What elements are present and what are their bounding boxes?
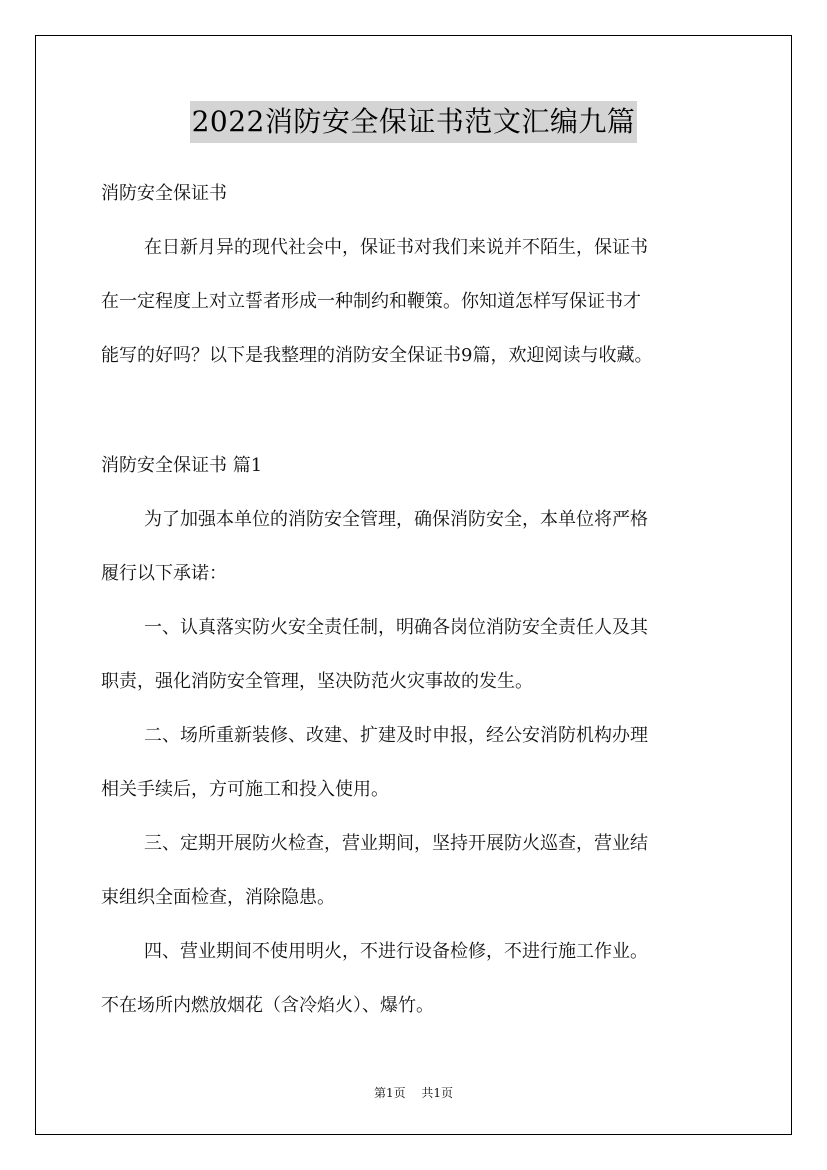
section1-line: 束组织全面检查，消除隐患。 bbox=[101, 887, 335, 908]
document-title: 2022消防安全保证书范文汇编九篇 bbox=[190, 101, 638, 143]
section1-line: 一、认真落实防火安全责任制，明确各岗位消防安全责任人及其 bbox=[144, 617, 648, 638]
title-container bbox=[0, 101, 827, 143]
page-footer bbox=[0, 1085, 827, 1101]
intro-line: 在日新月异的现代社会中，保证书对我们来说并不陌生，保证书 bbox=[144, 237, 648, 258]
section1-line: 职责，强化消防安全管理，坚决防范火灾事故的发生。 bbox=[101, 671, 533, 692]
section1-line: 为了加强本单位的消防安全管理，确保消防安全，本单位将严格 bbox=[144, 509, 648, 530]
section1-line: 相关手续后，方可施工和投入使用。 bbox=[101, 779, 389, 800]
intro-line: 在一定程度上对立誓者形成一种制约和鞭策。你知道怎样写保证书才 bbox=[101, 291, 641, 312]
section1-line: 三、定期开展防火检查，营业期间，坚持开展防火巡查，营业结 bbox=[144, 833, 648, 854]
page-number: 第1页 bbox=[373, 1086, 406, 1100]
intro-line: 能写的好吗？以下是我整理的消防安全保证书9篇，欢迎阅读与收藏。 bbox=[101, 345, 653, 366]
section1-heading: 消防安全保证书 篇1 bbox=[101, 455, 263, 476]
section1-line: 履行以下承诺： bbox=[101, 563, 227, 584]
section1-line: 二、场所重新装修、改建、扩建及时申报，经公安消防机构办理 bbox=[144, 725, 648, 746]
intro-heading: 消防安全保证书 bbox=[101, 183, 227, 204]
section1-line: 不在场所内燃放烟花（含冷焰火）、爆竹。 bbox=[101, 995, 434, 1016]
page-total: 共1页 bbox=[421, 1086, 454, 1100]
section1-line: 四、营业期间不使用明火，不进行设备检修，不进行施工作业。 bbox=[144, 941, 648, 962]
